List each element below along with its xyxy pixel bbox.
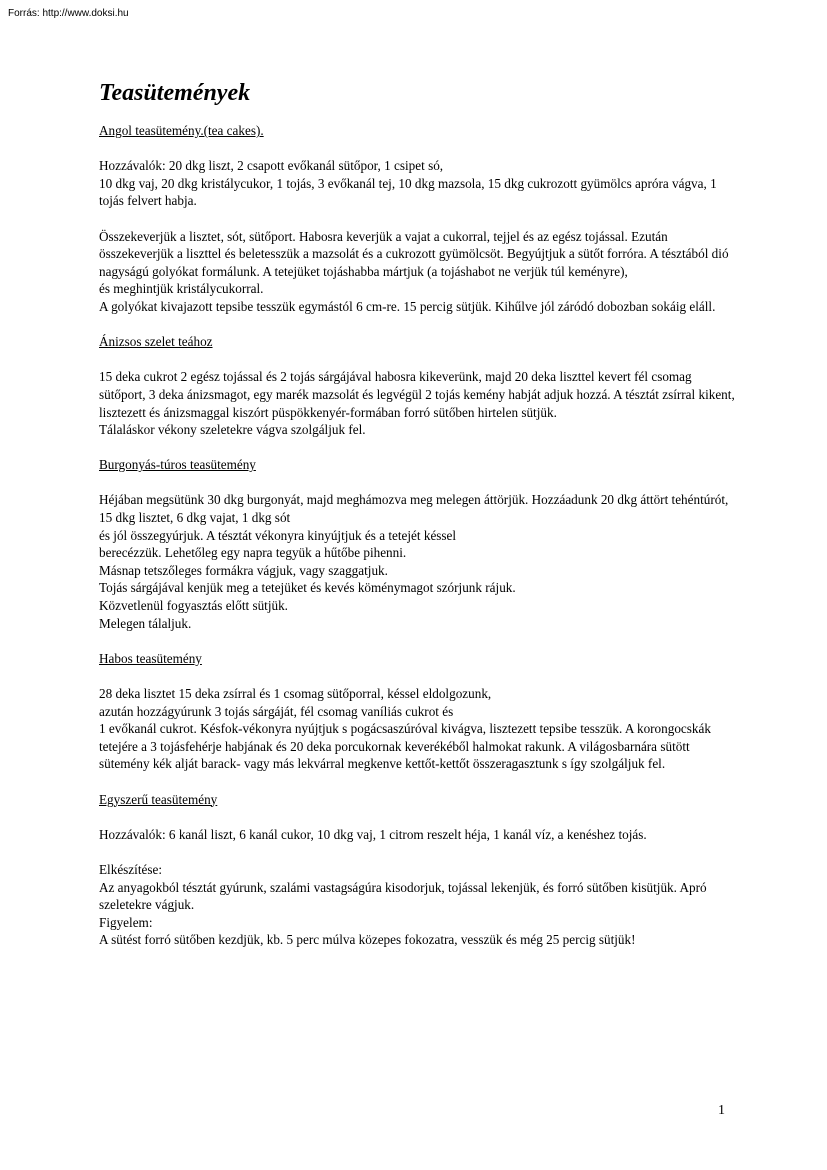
- body-text: 28 deka lisztet 15 deka zsírral és 1 csomag sütőporral, késsel eldolgozunk,: [99, 686, 492, 701]
- body-text: 10 dkg vaj, 20 dkg kristálycukor, 1 tojás, 3 evőkanál tej, 10 dkg mazsola, 15 dkg cukrozott gyümölcs apróra vágva, 1 tojás felvert habja.: [99, 175, 717, 209]
- body-text: Melegen tálaljuk.: [99, 615, 192, 631]
- body-text: berecézzük. Lehetőleg egy napra tegyük a hűtőbe pihenni.: [99, 545, 407, 561]
- source-header: Forrás: http://www.doksi.hu: [8, 8, 129, 19]
- body-text: Héjában megsütünk 30 dkg burgonyát, majd meghámozva meg melegen áttörjük. Hozzáadunk 20 dkg áttört tehéntúrót, 15 dkg lisztet, 6 dkg vajat, 1 dkg sót: [99, 492, 729, 526]
- body-text: Hozzávalók: 6 kanál liszt, 6 kanál cukor, 10 dkg vaj, 1 citrom reszelt héja, 1 kanál víz, a kenéshez tojás.: [99, 826, 647, 842]
- body-text: és jól összegyúrjuk. A tésztát vékonyra kinyújtjuk és a tetejét késsel: [99, 527, 457, 543]
- paragraph-gap: [99, 210, 739, 228]
- recipe-heading: Habos teasütemény: [99, 650, 202, 666]
- body-text: A sütést forró sütőben kezdjük, kb. 5 perc múlva közepes fokozatra, vesszük és még 25 percig sütjük!: [99, 932, 636, 948]
- page-title: Teasütemények: [99, 80, 251, 106]
- body-text: Az anyagokból tésztát gyúrunk, szalámi vastagságúra kisodorjuk, tojással lekenjük, és forró sütőben kisütjük. Apró szeletekre vágjuk.: [99, 879, 707, 913]
- recipe-section: [99, 122, 739, 333]
- paragraph-gap: [99, 140, 739, 158]
- recipe-heading: Egyszerű teasütemény: [99, 791, 218, 807]
- paragraph-gap: [99, 667, 739, 685]
- body-text: Hozzávalók: 20 dkg liszt, 2 csapott evőkanál sütőpor, 1 csipet só,: [99, 158, 444, 174]
- recipe-section: [99, 456, 739, 650]
- recipe-section: [99, 333, 739, 456]
- body-text: 15 deka cukrot 2 egész tojással és 2 tojás sárgájával habosra kikeverünk, majd 20 deka liszttel kevert fél csomag sütőport, 3 deka ánizsmagot, egy marék mazsolát és legvégül 2 tojás kemény habját adjuk hozzá. A tésztát zsírral kikent, lisztezett és ánizsmaggal kiszórt püspökkenyér-formában forró sütőben hirtelen sütjük.: [99, 369, 735, 420]
- body-text: Tojás sárgájával kenjük meg a tetejüket és kevés köménymagot szórjunk rájuk.: [99, 580, 516, 596]
- body-text: 1 evőkanál cukrot. Késfok-vékonyra nyújtjuk s pogácsaszúróval kivágva, lisztezett tepsibe tesszük. A korongocskák tetejére a 3 tojásfehérje habjának és 20 deka porcukornak keverékéből halmokat rakunk. A világosbarnára sütött sütemény kék alját barack- vagy más lekvárral megkenve kettőt-kettőt összeragasztunk s így szolgáljuk fel.: [99, 721, 711, 772]
- body-text: azután hozzágyúrunk 3 tojás sárgáját, fél csomag vaníliás cukrot és: [99, 703, 454, 719]
- recipe-heading: Ánizsos szelet teához: [99, 334, 213, 350]
- paragraph-gap: [99, 843, 739, 861]
- section-gap: [99, 773, 739, 791]
- body-text: Tálaláskor vékony szeletekre vágva szolgáljuk fel.: [99, 422, 366, 438]
- paragraph-gap: [99, 474, 739, 492]
- recipe-heading: Angol teasütemény.(tea cakes).: [99, 123, 264, 138]
- paragraph-gap: [99, 351, 739, 369]
- recipe-section: [99, 791, 739, 949]
- page-number: 1: [718, 1103, 725, 1118]
- body-text: Elkészítése:: [99, 861, 162, 877]
- body-text: Másnap tetszőleges formákra vágjuk, vagy szaggatjuk.: [99, 562, 388, 578]
- document-body: [99, 78, 739, 949]
- recipe-section: [99, 650, 739, 791]
- body-text: Figyelem:: [99, 914, 153, 930]
- section-gap: [99, 316, 739, 334]
- recipe-heading: Burgonyás-túros teasütemény: [99, 457, 256, 473]
- body-text: A golyókat kivajazott tepsibe tesszük egymástól 6 cm-re. 15 percig sütjük. Kihűlve jól záródó dobozban sokáig eláll.: [99, 298, 716, 314]
- section-gap: [99, 632, 739, 650]
- section-gap: [99, 439, 739, 457]
- paragraph-gap: [99, 808, 739, 826]
- body-text: Közvetlenül fogyasztás előtt sütjük.: [99, 598, 288, 614]
- body-text: és meghintjük kristálycukorral.: [99, 281, 264, 297]
- recipe-sections: [99, 122, 739, 949]
- body-text: Összekeverjük a lisztet, sót, sütőport. Habosra keverjük a vajat a cukorral, tejjel és az egész tojással. Ezután összekeverjük a liszttel és beletesszük a mazsolát és a cukrozott gyümölcsöt. Begyújtjuk a sütőt forróra. A tésztából dió nagyságú golyókat formálunk. A tetejüket tojáshabba mártjuk (a tojáshabot ne verjük túl keményre),: [99, 228, 729, 279]
